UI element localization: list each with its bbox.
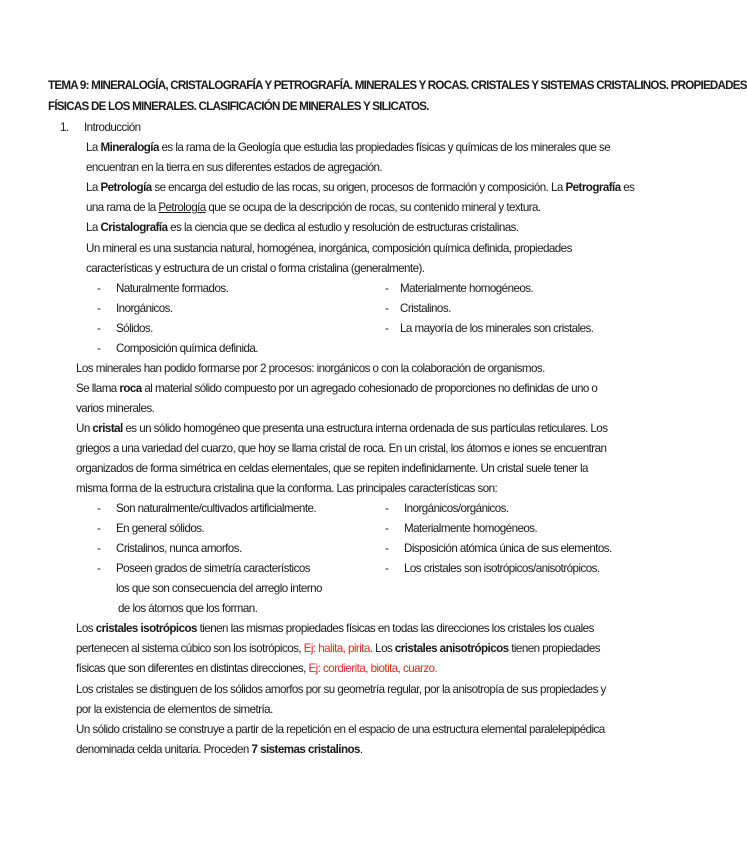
term-cristal: cristal [92, 422, 123, 435]
list-item: Materialmente homogéneos. [404, 522, 538, 535]
paragraph-amorfos-line-1: Los cristales se distinguen de los sólidos amorfos por su geometría regular, por la anisotropía de sus propiedades y [76, 683, 606, 696]
section-heading: Introducción [84, 121, 141, 134]
paragraph-amorfos-line-2: por la existencia de elementos de simetría. [76, 703, 273, 716]
paragraph-mineralogia-line-2: encuentran en la tierra en sus diferentes estados de agregación. [86, 161, 383, 174]
example-isotropicos: Ej: halita, pirita. [303, 642, 373, 655]
list-dash: - [97, 342, 101, 355]
underlined-petrologia: Petrología [158, 201, 206, 214]
paragraph-cristal-line-3: organizados de forma simétrica en celdas elementales, que se repiten indefinidamente. Un cristal suele tener la [76, 462, 588, 475]
paragraph-isotropicos-line-1: Los cristales isotrópicos tienen las mismas propiedades físicas en todas las direcciones los cristales los cuales [76, 622, 594, 635]
list-dash: - [385, 322, 389, 335]
list-item: La mayoría de los minerales son cristales. [400, 322, 594, 335]
paragraph-minerales-procesos: Los minerales han podido formarse por 2 procesos: inorgánicos o con la colaboración de organismos. [76, 362, 545, 375]
paragraph-celda-line-1: Un sólido cristalino se construye a partir de la repetición en el espacio de una estructura elemental paralelepipédica [76, 723, 605, 736]
paragraph-isotropicos-line-3: físicas que son diferentes en distintas direcciones, Ej: cordierita, biotita, cuarzo. [76, 662, 438, 675]
term-mineralogia: Mineralogía [100, 141, 159, 154]
paragraph-mineral-definition-line-2: características y estructura de un cristal o forma cristalina (generalmente). [86, 262, 425, 275]
list-item: Naturalmente formados. [116, 282, 229, 295]
list-dash: - [97, 302, 101, 315]
example-anisotropicos: Ej: cordierita, biotita, cuarzo. [308, 662, 438, 675]
term-cristales-isotropicos: cristales isotrópicos [95, 622, 197, 635]
document-title-line-1: TEMA 9: MINERALOGÍA, CRISTALOGRAFÍA Y PETROGRAFÍA. MINERALES Y ROCAS. CRISTALES Y SISTEMAS CRISTALINOS. PROPIEDADES [48, 79, 747, 92]
term-petrografia: Petrografía [565, 181, 621, 194]
list-item: Los cristales son isotrópicos/anisotrópicos. [404, 562, 600, 575]
term-cristalografia: Cristalografía [100, 221, 168, 234]
list-item: Poseen grados de simetría característicos [116, 562, 310, 575]
list-dash: - [97, 282, 101, 295]
list-dash: - [97, 322, 101, 335]
paragraph-mineral-definition-line-1: Un mineral es una sustancia natural, homogénea, inorgánica, composición química definida, propiedades [86, 242, 572, 255]
list-dash: - [97, 502, 101, 515]
list-dash: - [385, 542, 389, 555]
list-item: Inorgánicos/orgánicos. [404, 502, 509, 515]
term-roca: roca [119, 382, 142, 395]
paragraph-mineralogia-line-1: La Mineralogía es la rama de la Geología que estudia las propiedades físicas y químicas de los minerales que se [86, 141, 611, 154]
list-item: Inorgánicos. [116, 302, 173, 315]
term-cristales-anisotropicos: cristales anisotrópicos [394, 642, 509, 655]
section-number: 1. [60, 121, 69, 134]
list-item: En general sólidos. [116, 522, 205, 535]
paragraph-cristal-line-2: griegos a una variedad del cuarzo, que hoy se llama cristal de roca. En un cristal, los átomos e iones se encuentran [76, 442, 607, 455]
list-item-continuation: los que son consecuencia del arreglo interno [116, 582, 322, 595]
paragraph-cristal-line-4: misma forma de la estructura cristalina que la conforma. Las principales características son: [76, 482, 498, 495]
list-dash: - [97, 562, 101, 575]
list-dash: - [385, 522, 389, 535]
list-dash: - [97, 522, 101, 535]
list-item: Cristalinos. [400, 302, 451, 315]
list-dash: - [385, 282, 389, 295]
paragraph-petrologia-line-2: una rama de la Petrología que se ocupa de la descripción de rocas, su contenido mineral y textura. [86, 201, 541, 214]
list-dash: - [385, 562, 389, 575]
term-sistemas-cristalinos: 7 sistemas cristalinos [251, 743, 360, 756]
document-title-line-2: FÍSICAS DE LOS MINERALES. CLASIFICACIÓN DE MINERALES Y SILICATOS. [48, 100, 429, 113]
paragraph-roca-line-1: Se llama roca al material sólido compuesto por un agregado cohesionado de proporciones no definidas de uno o [76, 382, 598, 395]
paragraph-cristal-line-1: Un cristal es un sólido homogéneo que presenta una estructura interna ordenada de sus partículas reticulares. Los [76, 422, 608, 435]
list-item: Sólidos. [116, 322, 153, 335]
paragraph-celda-line-2: denominada celda unitaria. Proceden 7 sistemas cristalinos. [76, 743, 363, 756]
list-dash: - [97, 542, 101, 555]
list-dash: - [385, 302, 389, 315]
list-item: Composición química definida. [116, 342, 258, 355]
paragraph-petrologia-line-1: La Petrología se encarga del estudio de las rocas, su origen, procesos de formación y composición. La Petrografía es [86, 181, 635, 194]
paragraph-isotropicos-line-2: pertenecen al sistema cúbico son los isotrópicos, Ej: halita, pirita. Los cristales anisotrópicos tienen propiedades [76, 642, 600, 655]
list-dash: - [385, 502, 389, 515]
list-item: Disposición atómica única de sus elementos. [404, 542, 612, 555]
list-item: Cristalinos, nunca amorfos. [116, 542, 242, 555]
term-petrologia: Petrología [100, 181, 152, 194]
paragraph-roca-line-2: varios minerales. [76, 402, 155, 415]
paragraph-cristalografia: La Cristalografía es la ciencia que se dedica al estudio y resolución de estructuras cristalinas. [86, 221, 519, 234]
list-item: Materialmente homogéneos. [400, 282, 534, 295]
list-item-continuation: de los átomos que los forman. [118, 602, 258, 615]
list-item: Son naturalmente/cultivados artificialmente. [116, 502, 317, 515]
